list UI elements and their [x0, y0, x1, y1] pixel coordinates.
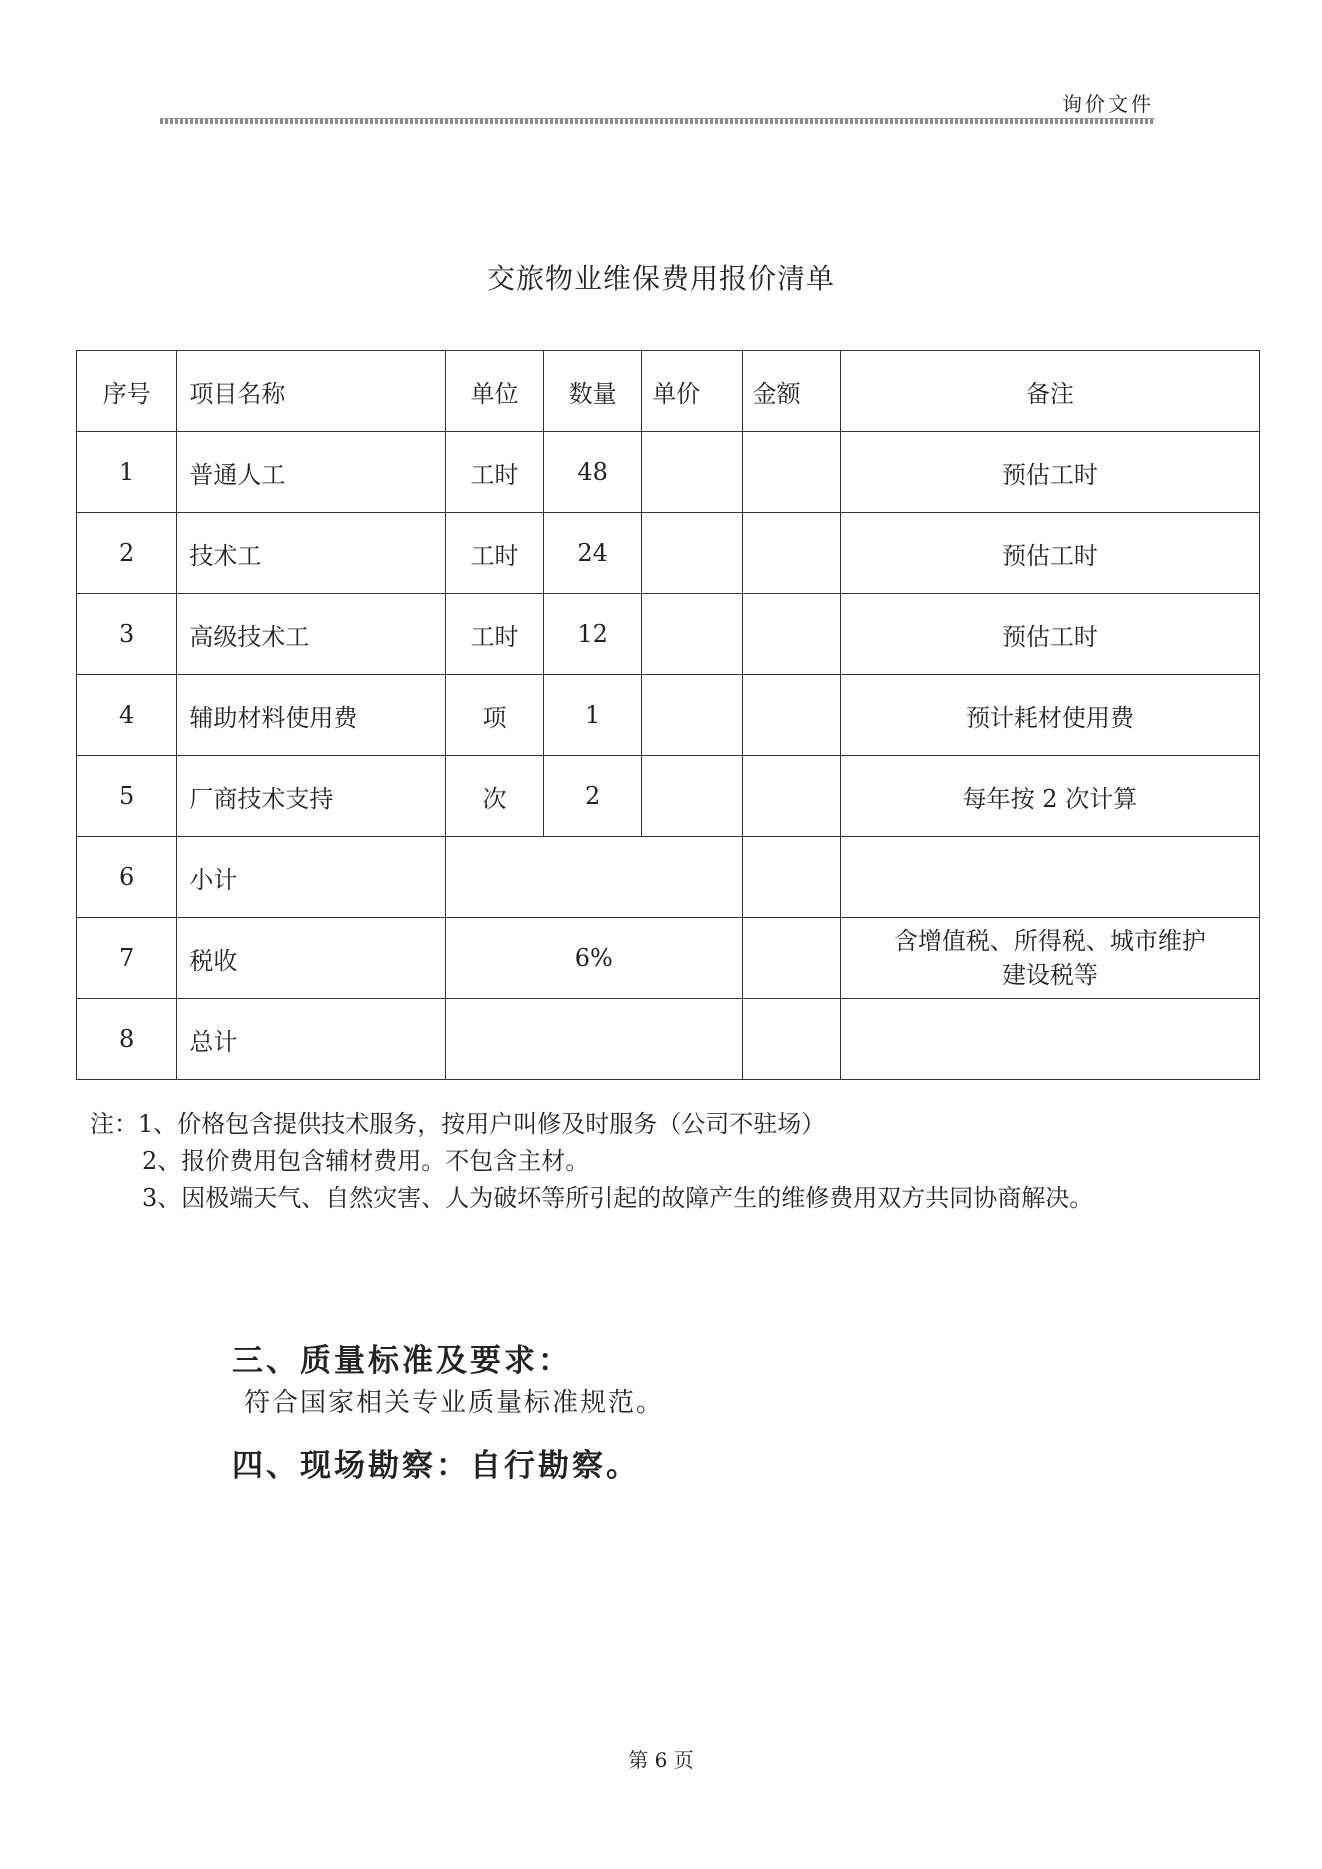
tax-rate-cell: 6% — [445, 918, 742, 999]
cell-remark: 预估工时 — [840, 594, 1259, 675]
cell-remark: 预估工时 — [840, 513, 1259, 594]
cell-remark — [840, 837, 1259, 918]
note-item: 2、报价费用包含辅材费用。不包含主材。 — [142, 1147, 590, 1175]
table-row — [77, 513, 1260, 594]
cell-no: 4 — [77, 675, 177, 756]
cell-price — [642, 594, 742, 675]
section-3-heading: 三、质量标准及要求： — [232, 1343, 572, 1379]
cell-amount — [742, 999, 840, 1080]
cell-name: 普通人工 — [177, 432, 445, 513]
table-row — [77, 756, 1260, 837]
cell-amount — [742, 675, 840, 756]
header-cell-unit: 单位 — [445, 351, 543, 432]
cell-amount — [742, 918, 840, 999]
section-3-body: 符合国家相关专业质量标准规范。 — [244, 1388, 665, 1418]
cell-price — [642, 675, 742, 756]
cell-name: 技术工 — [177, 513, 445, 594]
cell-no: 1 — [77, 432, 177, 513]
note-item: 注：1、价格包含提供技术服务，按用户叫修及时服务（公司不驻场） — [90, 1110, 826, 1138]
cell-amount — [742, 756, 840, 837]
tax-remark-line2: 建设税等 — [1001, 961, 1098, 989]
cell-remark: 预估工时 — [840, 432, 1259, 513]
document-type-label: 询价文件 — [1062, 92, 1154, 116]
header-cell-amount: 金额 — [742, 351, 840, 432]
total-row — [77, 999, 1260, 1080]
page-number: 第 6 页 — [628, 1748, 694, 1772]
subtotal-row — [77, 837, 1260, 918]
cell-unit: 项 — [445, 675, 543, 756]
header-cell-no: 序号 — [77, 351, 177, 432]
document-title: 交旅物业维保费用报价清单 — [486, 262, 835, 295]
subtotal-value-cell — [445, 837, 742, 918]
cell-no: 7 — [77, 918, 177, 999]
cell-qty: 1 — [544, 675, 642, 756]
cell-amount — [742, 513, 840, 594]
cell-name: 辅助材料使用费 — [177, 675, 445, 756]
cell-price — [642, 756, 742, 837]
cell-unit: 工时 — [445, 432, 543, 513]
cell-amount — [742, 432, 840, 513]
cell-price — [642, 432, 742, 513]
tax-row — [77, 918, 1260, 999]
note-item: 3、因极端天气、自然灾害、人为破坏等所引起的故障产生的维修费用双方共同协商解决。 — [142, 1184, 1094, 1212]
notes-block — [90, 1106, 1093, 1217]
quote-table — [76, 350, 1260, 1080]
cell-unit: 工时 — [445, 513, 543, 594]
cell-qty: 48 — [544, 432, 642, 513]
tax-remark-line1: 含增值税、所得税、城市维护 — [893, 927, 1206, 955]
cell-no: 8 — [77, 999, 177, 1080]
header-divider — [160, 118, 1155, 124]
cell-remark: 每年按 2 次计算 — [840, 756, 1259, 837]
cell-qty: 12 — [544, 594, 642, 675]
cell-name: 总计 — [177, 999, 445, 1080]
cell-amount — [742, 594, 840, 675]
table-row — [77, 594, 1260, 675]
cell-no: 3 — [77, 594, 177, 675]
cell-unit: 次 — [445, 756, 543, 837]
table-row — [77, 432, 1260, 513]
header-cell-name: 项目名称 — [177, 351, 445, 432]
table-row — [77, 675, 1260, 756]
total-value-cell — [445, 999, 742, 1080]
cell-qty: 24 — [544, 513, 642, 594]
cell-no: 6 — [77, 837, 177, 918]
cell-name: 厂商技术支持 — [177, 756, 445, 837]
cell-remark — [840, 999, 1259, 1080]
header-cell-remark: 备注 — [840, 351, 1259, 432]
cell-no: 2 — [77, 513, 177, 594]
table-header-row — [77, 351, 1260, 432]
cell-qty: 2 — [544, 756, 642, 837]
header-cell-qty: 数量 — [544, 351, 642, 432]
cell-name: 税收 — [177, 918, 445, 999]
header-cell-price: 单价 — [642, 351, 742, 432]
cell-no: 5 — [77, 756, 177, 837]
cell-unit: 工时 — [445, 594, 543, 675]
cell-name: 高级技术工 — [177, 594, 445, 675]
cell-amount — [742, 837, 840, 918]
cell-remark — [840, 918, 1259, 999]
cell-remark: 预计耗材使用费 — [840, 675, 1259, 756]
section-4-heading: 四、现场勘察：自行勘察。 — [232, 1448, 640, 1484]
cell-name: 小计 — [177, 837, 445, 918]
cell-price — [642, 513, 742, 594]
